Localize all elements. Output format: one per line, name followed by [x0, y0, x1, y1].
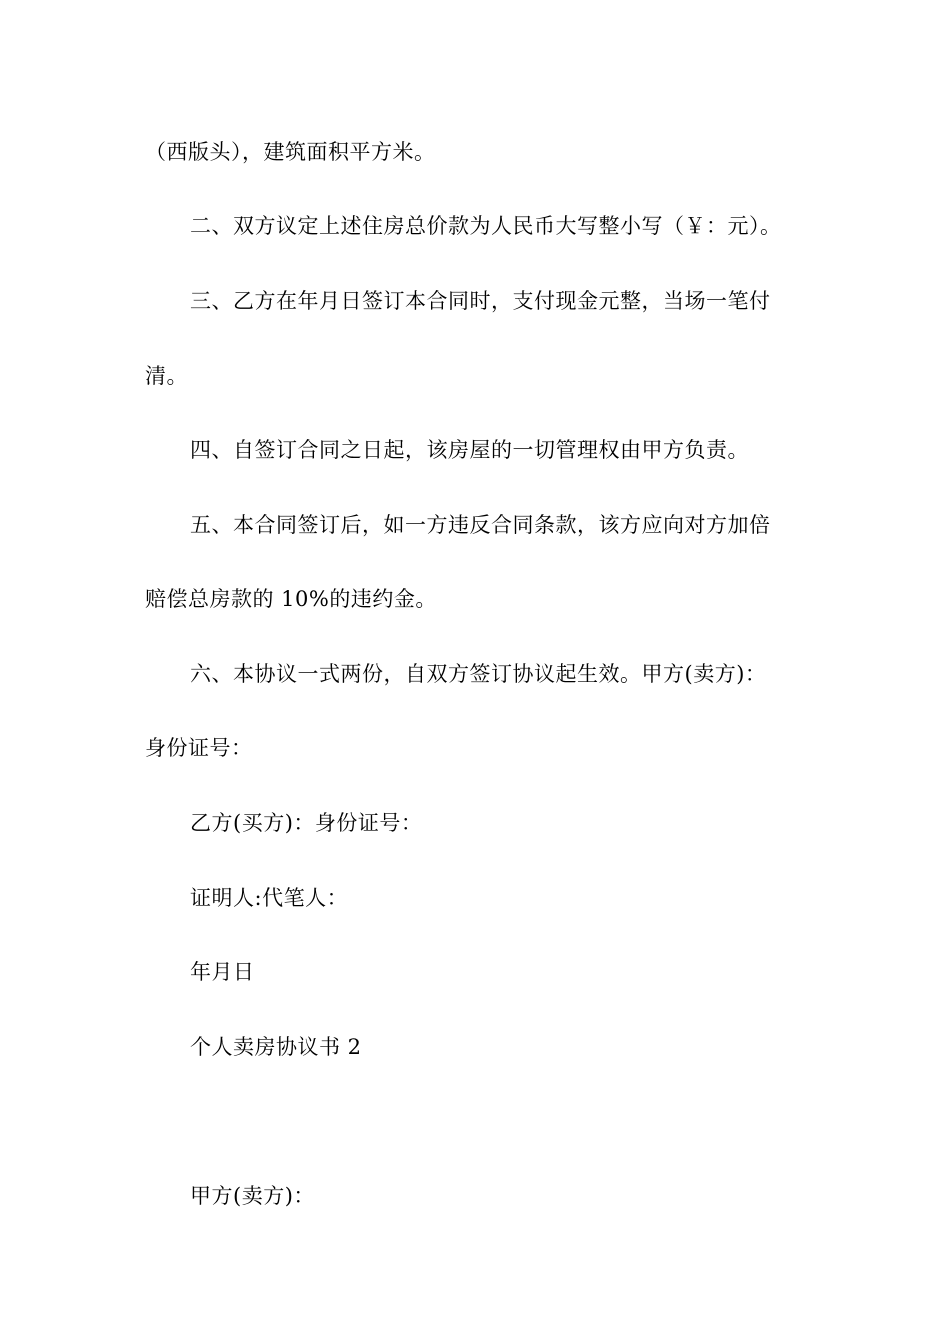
paragraph-line-7: 赔偿总房款的 10%的违约金。 — [145, 587, 437, 611]
paragraph-line-14: 甲方(卖方)： — [190, 1184, 315, 1208]
section-title: 个人卖房协议书 2 — [190, 1035, 362, 1059]
paragraph-line-1: （西版头），建筑面积平方米。 — [145, 140, 436, 164]
paragraph-line-12: 年月日 — [190, 960, 255, 984]
paragraph-line-11: 证明人:代笔人： — [190, 886, 349, 910]
paragraph-line-5: 四、自签订合同之日起，该房屋的一切管理权由甲方负责。 — [190, 438, 749, 462]
paragraph-line-4: 清。 — [145, 364, 188, 388]
paragraph-line-8: 六、本协议一式两份，自双方签订协议起生效。甲方(卖方)： — [190, 662, 767, 686]
paragraph-line-6: 五、本合同签订后，如一方违反合同条款，该方应向对方加倍 — [190, 513, 771, 537]
paragraph-line-9: 身份证号： — [145, 736, 253, 760]
paragraph-line-3: 三、乙方在年月日签订本合同时，支付现金元整，当场一笔付 — [190, 289, 771, 313]
paragraph-line-10: 乙方(买方)：身份证号： — [190, 811, 423, 835]
paragraph-line-2: 二、双方议定上述住房总价款为人民币大写整小写（￥：元）。 — [190, 214, 782, 238]
